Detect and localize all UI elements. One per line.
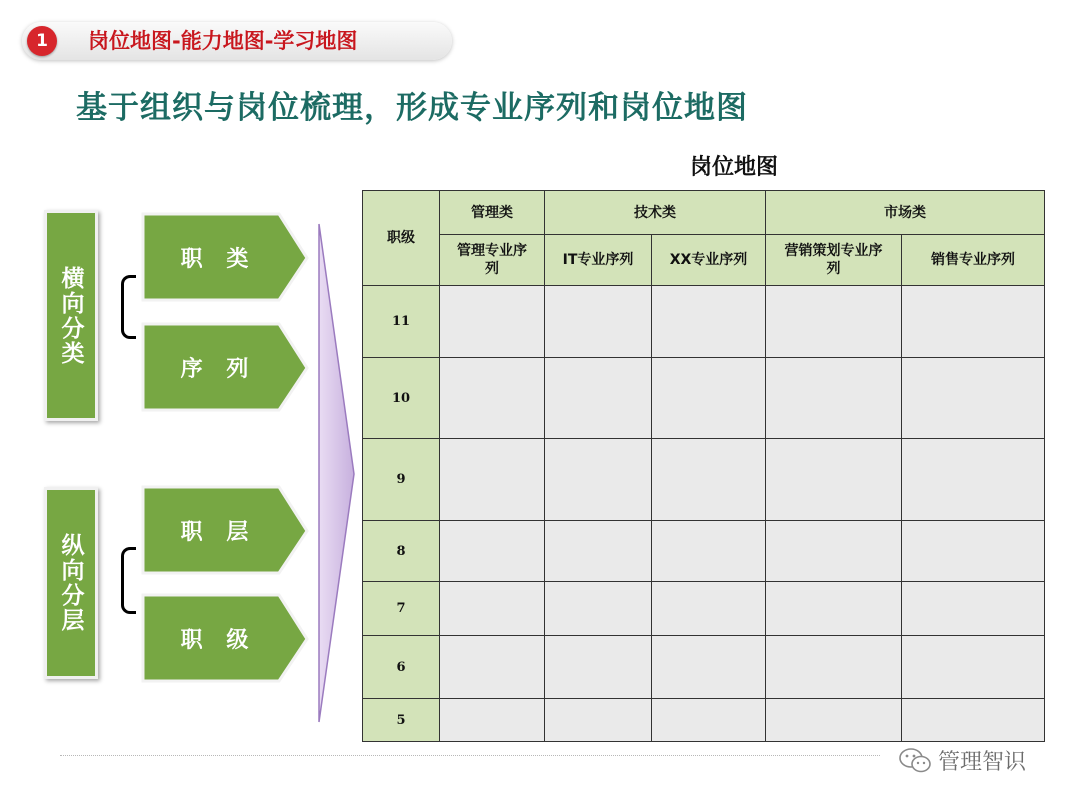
table-cell (545, 439, 652, 521)
table-cell (440, 636, 545, 699)
table-cell (902, 699, 1045, 742)
table-cell (902, 439, 1045, 521)
map-title: 岗位地图 (690, 155, 779, 180)
table-row (363, 699, 1045, 742)
table-cell (440, 521, 545, 582)
level-cell: 5 (363, 699, 440, 742)
table-cell (766, 699, 902, 742)
watermark-text: 管理智识 (938, 750, 1027, 775)
column-header: 管理专业序列 (440, 235, 545, 286)
table-cell (766, 582, 902, 636)
pentagon-label: 职 层 (180, 519, 257, 545)
bracket-top (121, 275, 136, 339)
table-cell (545, 699, 652, 742)
table-row (363, 521, 1045, 582)
table-cell (652, 636, 766, 699)
table-row (363, 582, 1045, 636)
pentagon-label: 职 类 (180, 246, 257, 272)
table-cell (440, 358, 545, 439)
vertical-layering-label: 纵向分层 (57, 533, 84, 633)
level-cell: 11 (363, 286, 440, 358)
table-cell (652, 286, 766, 358)
table-cell (545, 582, 652, 636)
section-number-badge: 1 (27, 26, 57, 56)
table-cell (652, 582, 766, 636)
vertical-layering-box (44, 487, 98, 679)
pentagon-sequence (141, 322, 309, 412)
table-cell (652, 439, 766, 521)
table-cell (902, 636, 1045, 699)
table-cell (766, 439, 902, 521)
bracket-bottom (121, 547, 136, 614)
footer-divider (60, 755, 880, 756)
table-cell (902, 521, 1045, 582)
group-header-technical: 技术类 (545, 191, 766, 235)
header-title: 岗位地图-能力地图-学习地图 (88, 29, 358, 53)
table-cell (902, 582, 1045, 636)
table-cell (652, 699, 766, 742)
table-row (363, 358, 1045, 439)
table-header-row (363, 191, 1045, 235)
table-cell (440, 286, 545, 358)
column-header: 销售专业序列 (902, 235, 1045, 286)
table-cell (652, 358, 766, 439)
table-row (363, 636, 1045, 699)
level-cell: 8 (363, 521, 440, 582)
table-cell (440, 582, 545, 636)
table-cell (545, 636, 652, 699)
table-cell (902, 358, 1045, 439)
pentagon-job-layer (141, 485, 309, 575)
table-row (363, 286, 1045, 358)
table-subheader-row (363, 235, 1045, 286)
horizontal-classification-label: 横向分类 (57, 265, 84, 366)
table-cell (902, 286, 1045, 358)
table-cell (545, 286, 652, 358)
column-header: IT专业序列 (545, 235, 652, 286)
level-cell: 10 (363, 358, 440, 439)
table-cell (652, 521, 766, 582)
position-map-table (362, 190, 1045, 742)
pentagon-label: 职 级 (180, 627, 257, 653)
slide-subtitle: 基于组织与岗位梳理，形成专业序列和岗位地图 (76, 90, 748, 126)
level-cell: 6 (363, 636, 440, 699)
column-header: 营销策划专业序列 (766, 235, 902, 286)
pentagon-job-category (141, 212, 309, 302)
table-row (363, 439, 1045, 521)
horizontal-classification-box (44, 210, 98, 421)
table-cell (766, 358, 902, 439)
table-cell (440, 439, 545, 521)
level-cell: 7 (363, 582, 440, 636)
table-cell (440, 699, 545, 742)
table-cell (766, 521, 902, 582)
level-cell: 9 (363, 439, 440, 521)
wechat-icon (898, 747, 932, 775)
group-header-market: 市场类 (766, 191, 1045, 235)
level-header: 职级 (363, 191, 440, 286)
table-cell (545, 358, 652, 439)
watermark (898, 745, 1026, 776)
table-cell (766, 636, 902, 699)
table-cell (545, 521, 652, 582)
table-cell (766, 286, 902, 358)
pentagon-label: 序 列 (180, 356, 257, 382)
right-arrow-icon (316, 222, 360, 726)
pentagon-job-grade (141, 593, 309, 683)
column-header: XX专业序列 (652, 235, 766, 286)
group-header-management: 管理类 (440, 191, 545, 235)
